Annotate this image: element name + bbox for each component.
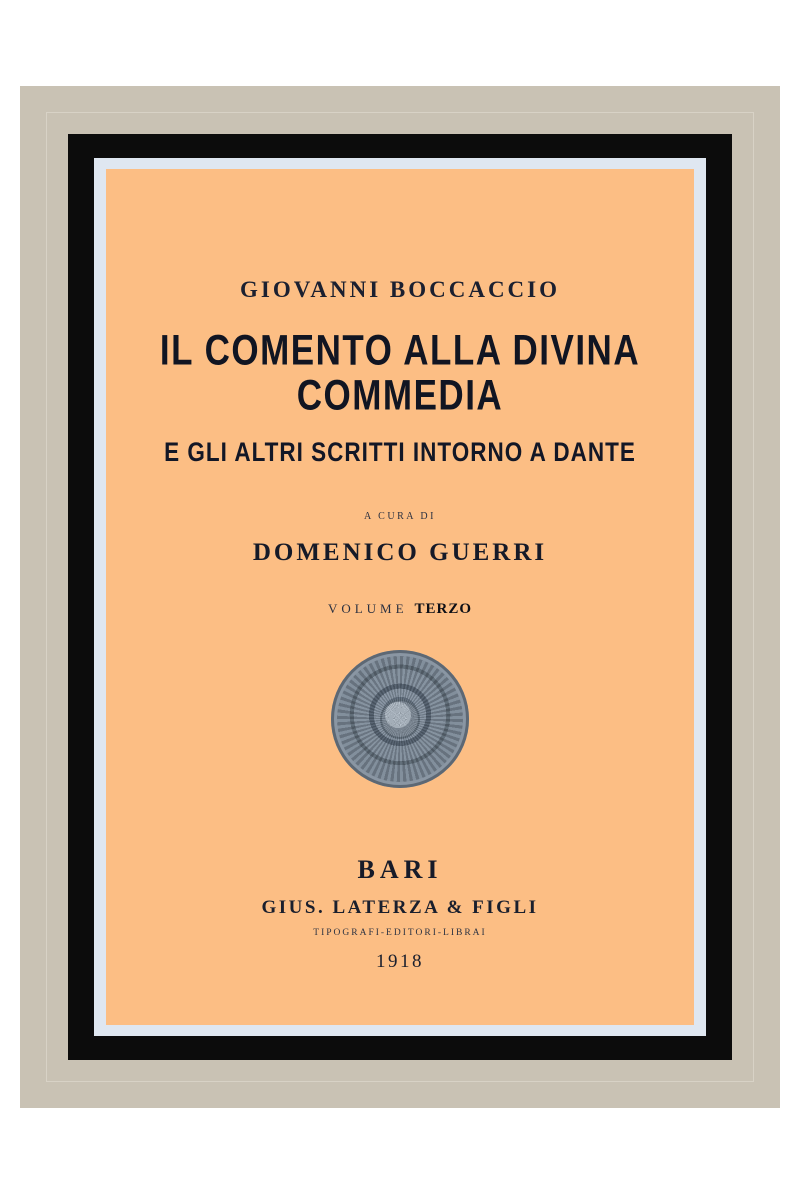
imprint-city: BARI xyxy=(357,855,443,884)
editor-name: DOMENICO GUERRI xyxy=(252,538,548,566)
book-title: IL COMENTO ALLA DIVINA COMMEDIA xyxy=(159,326,641,419)
imprint-publisher: GIUS. LATERZA & FIGLI xyxy=(261,897,539,918)
volume-number: TERZO xyxy=(414,600,473,617)
imprint-publisher-subtitle: TIPOGRAFI-EDITORI-LIBRAI xyxy=(313,928,487,938)
imprint-year: 1918 xyxy=(376,951,424,972)
volume-line xyxy=(328,601,472,618)
book-subtitle: E GLI ALTRI SCRITTI INTORNO A DANTE xyxy=(164,436,636,467)
book-cover xyxy=(106,169,694,1025)
cover-outer-frame xyxy=(20,86,780,1108)
cover-liner-frame xyxy=(94,158,706,1036)
volume-label: VOLUME xyxy=(327,600,408,616)
publisher-device-icon xyxy=(331,650,469,788)
imprint-block xyxy=(106,855,694,1025)
edited-by-label: A CURA DI xyxy=(364,510,436,522)
cover-black-frame xyxy=(68,134,732,1060)
author-name: GIOVANNI BOCCACCIO xyxy=(239,277,561,302)
